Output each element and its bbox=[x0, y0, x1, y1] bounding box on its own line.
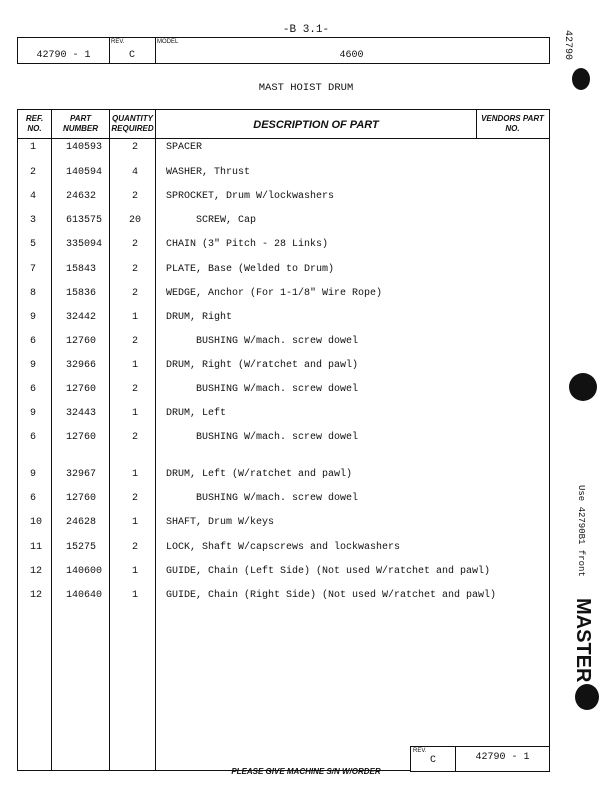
ref-number: 7 bbox=[30, 264, 37, 275]
part-number: 24632 bbox=[66, 191, 97, 202]
table-row bbox=[18, 238, 549, 252]
table-row bbox=[18, 431, 549, 445]
ref-number: 3 bbox=[30, 215, 37, 226]
description: DRUM, Right bbox=[166, 312, 233, 323]
quantity: 2 bbox=[131, 264, 138, 275]
ref-number: 6 bbox=[30, 336, 37, 347]
table-row bbox=[18, 492, 549, 506]
ref-number: 12 bbox=[30, 566, 43, 577]
part-number: 32443 bbox=[66, 408, 97, 419]
quantity: 1 bbox=[131, 469, 138, 480]
description: DRUM, Left (W/ratchet and pawl) bbox=[166, 469, 353, 480]
quantity: 2 bbox=[131, 432, 138, 443]
ref-number: 2 bbox=[30, 167, 37, 178]
part-number: 12760 bbox=[66, 493, 97, 504]
quantity: 1 bbox=[131, 360, 138, 371]
column-header-ref: REF. NO. bbox=[25, 114, 44, 133]
footer-doc-number: 42790 - 1 bbox=[475, 752, 530, 763]
description: BUSHING W/mach. screw dowel bbox=[166, 493, 359, 504]
ref-number: 4 bbox=[30, 191, 37, 202]
table-row bbox=[18, 287, 549, 301]
ref-number: 9 bbox=[30, 312, 37, 323]
description: SPACER bbox=[166, 142, 203, 153]
description: CHAIN (3" Pitch - 28 Links) bbox=[166, 239, 329, 250]
ref-number: 8 bbox=[30, 288, 37, 299]
margin-doc-number: 42790 bbox=[562, 30, 573, 61]
page-title: MAST HOIST DRUM bbox=[258, 82, 354, 94]
part-number: 32967 bbox=[66, 469, 97, 480]
table-row bbox=[18, 516, 549, 530]
quantity: 2 bbox=[131, 542, 138, 553]
description: PLATE, Base (Welded to Drum) bbox=[166, 264, 335, 275]
quantity: 2 bbox=[131, 384, 138, 395]
page-number: -B 3.1- bbox=[282, 24, 330, 36]
table-row bbox=[18, 263, 549, 277]
table-row bbox=[18, 589, 549, 603]
quantity: 1 bbox=[131, 590, 138, 601]
quantity: 2 bbox=[131, 142, 138, 153]
part-number: 32966 bbox=[66, 360, 97, 371]
quantity: 2 bbox=[131, 493, 138, 504]
ref-number: 6 bbox=[30, 432, 37, 443]
margin-use-note: Use 42790B1 front bbox=[576, 485, 586, 577]
table-row bbox=[18, 407, 549, 421]
part-number: 15275 bbox=[66, 542, 97, 553]
header-model-value: 4600 bbox=[339, 50, 364, 61]
table-row bbox=[18, 214, 549, 228]
column-header-description: DESCRIPTION OF PART bbox=[253, 119, 379, 131]
part-number: 24628 bbox=[66, 517, 97, 528]
part-number: 140594 bbox=[66, 167, 103, 178]
table-row bbox=[18, 383, 549, 397]
description: SPROCKET, Drum W/lockwashers bbox=[166, 191, 335, 202]
header-divider bbox=[18, 138, 549, 139]
ref-number: 12 bbox=[30, 590, 43, 601]
quantity: 2 bbox=[131, 239, 138, 250]
part-number: 12760 bbox=[66, 384, 97, 395]
table-row bbox=[18, 141, 549, 155]
ref-number: 9 bbox=[30, 408, 37, 419]
description: DRUM, Left bbox=[166, 408, 227, 419]
quantity: 20 bbox=[128, 215, 141, 226]
parts-table bbox=[17, 109, 550, 771]
column-header-vendor: VENDORS PART NO. bbox=[481, 114, 544, 133]
quantity: 1 bbox=[131, 408, 138, 419]
footer-rev-value: C bbox=[429, 755, 436, 766]
quantity: 1 bbox=[131, 312, 138, 323]
ref-number: 6 bbox=[30, 384, 37, 395]
description: BUSHING W/mach. screw dowel bbox=[166, 336, 359, 347]
part-number: 15836 bbox=[66, 288, 97, 299]
binder-hole-mark bbox=[569, 373, 597, 401]
margin-master-stamp: MASTER bbox=[572, 598, 594, 683]
table-row bbox=[18, 565, 549, 579]
footer-rev-label: REV. bbox=[413, 748, 427, 754]
ref-number: 1 bbox=[30, 142, 37, 153]
column-header-qty: QUANTITY REQUIRED bbox=[111, 114, 154, 133]
part-number: 12760 bbox=[66, 336, 97, 347]
quantity: 2 bbox=[131, 191, 138, 202]
column-header-part: PART NUMBER bbox=[62, 114, 99, 133]
part-number: 335094 bbox=[66, 239, 103, 250]
part-number: 32442 bbox=[66, 312, 97, 323]
header-box bbox=[17, 37, 550, 64]
description: SCREW, Cap bbox=[166, 215, 257, 226]
table-row bbox=[18, 359, 549, 373]
quantity: 2 bbox=[131, 288, 138, 299]
description: LOCK, Shaft W/capscrews and lockwashers bbox=[166, 542, 401, 553]
footer-notice: PLEASE GIVE MACHINE S/N W/ORDER bbox=[231, 767, 381, 776]
ref-number: 9 bbox=[30, 360, 37, 371]
table-row bbox=[18, 166, 549, 180]
ref-number: 11 bbox=[30, 542, 43, 553]
header-rev-value: C bbox=[128, 50, 135, 61]
description: WEDGE, Anchor (For 1-1/8" Wire Rope) bbox=[166, 288, 383, 299]
quantity: 1 bbox=[131, 566, 138, 577]
table-row bbox=[18, 190, 549, 204]
part-number: 140640 bbox=[66, 590, 103, 601]
part-number: 613575 bbox=[66, 215, 103, 226]
quantity: 4 bbox=[131, 167, 138, 178]
table-row bbox=[18, 541, 549, 555]
ref-number: 5 bbox=[30, 239, 37, 250]
header-rev-cell bbox=[109, 38, 156, 63]
header-model-label: MODEL bbox=[157, 39, 179, 45]
ref-number: 10 bbox=[30, 517, 43, 528]
description: BUSHING W/mach. screw dowel bbox=[166, 384, 359, 395]
part-number: 12760 bbox=[66, 432, 97, 443]
ref-number: 6 bbox=[30, 493, 37, 504]
binder-hole-mark bbox=[575, 684, 599, 710]
header-doc-number: 42790 - 1 bbox=[36, 50, 91, 61]
quantity: 2 bbox=[131, 336, 138, 347]
part-number: 140593 bbox=[66, 142, 103, 153]
header-model-cell bbox=[155, 38, 548, 63]
quantity: 1 bbox=[131, 517, 138, 528]
part-number: 140600 bbox=[66, 566, 103, 577]
description: GUIDE, Chain (Left Side) (Not used W/ratchet and pawl) bbox=[166, 566, 491, 577]
part-number: 15843 bbox=[66, 264, 97, 275]
header-doc-number-cell bbox=[18, 38, 110, 63]
binder-hole-mark bbox=[572, 68, 590, 90]
table-row bbox=[18, 468, 549, 482]
description: SHAFT, Drum W/keys bbox=[166, 517, 275, 528]
table-row bbox=[18, 311, 549, 325]
header-rev-label: REV. bbox=[111, 39, 125, 45]
description: WASHER, Thrust bbox=[166, 167, 251, 178]
description: DRUM, Right (W/ratchet and pawl) bbox=[166, 360, 359, 371]
description: BUSHING W/mach. screw dowel bbox=[166, 432, 359, 443]
ref-number: 9 bbox=[30, 469, 37, 480]
description: GUIDE, Chain (Right Side) (Not used W/ratchet and pawl) bbox=[166, 590, 497, 601]
table-row bbox=[18, 335, 549, 349]
